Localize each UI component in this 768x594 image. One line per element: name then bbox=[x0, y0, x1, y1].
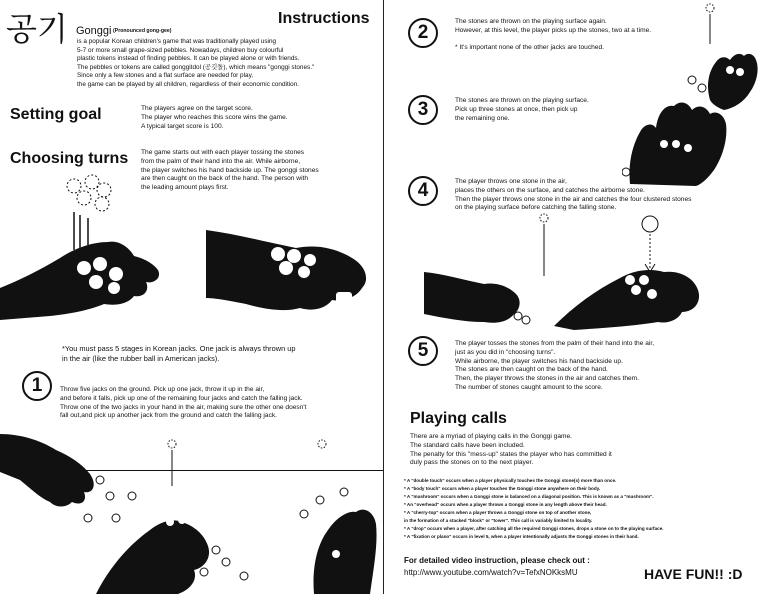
text-line: The stones are then caught on the back of the hand. bbox=[455, 366, 608, 374]
text-line: The number of stones caught amount to the score. bbox=[455, 383, 603, 391]
text-line: fall out,and pick up another jack from the ground and catch the falling jack. bbox=[60, 412, 277, 420]
page-title: Instructions bbox=[278, 10, 370, 27]
step-5-text bbox=[455, 340, 654, 393]
step-number-2: 2 bbox=[408, 18, 438, 48]
text-line: The penalty for this "mess-up" states the player who has committed it bbox=[410, 450, 612, 458]
hand-silhouette-icon bbox=[0, 434, 94, 507]
text-line: the leading amount plays first. bbox=[141, 184, 229, 192]
text-line: Pick up three stones at once, then pick up bbox=[455, 105, 578, 113]
call-item: * An "overhead" occurs when a player throws a Gonggi stone in any length above their head. bbox=[404, 502, 607, 507]
text-line: The player who reaches this score wins the game. bbox=[141, 113, 288, 121]
playing-calls-heading: Playing calls bbox=[410, 410, 507, 427]
have-fun-text: HAVE FUN!! :D bbox=[644, 566, 743, 582]
text-line: Throw one of the two jacks in your hand in the air, making sure the other one doesn't bbox=[60, 403, 307, 411]
text-line: The stones are thrown on the playing surface again. bbox=[455, 18, 607, 25]
playing-calls-text bbox=[410, 433, 612, 468]
text-line: The game starts out with each player tossing the stones bbox=[141, 149, 305, 156]
hand-silhouette-icon bbox=[96, 520, 209, 594]
step-1-text bbox=[60, 386, 306, 421]
pronunciation: (Pronounced gong-gee) bbox=[113, 28, 172, 34]
rules-note bbox=[62, 344, 295, 363]
text-line: on the playing surface before catching the falling stone. bbox=[455, 204, 617, 212]
text-line: from the palm of their hand into the air. While airborne, bbox=[141, 157, 301, 165]
stone-dashed-group bbox=[67, 175, 111, 211]
text-line: are then caught on the back of the hand. The person with bbox=[141, 175, 309, 183]
call-item: * A "double touch" occurs when a player physically touches the Gonggi stone(s) more than once. bbox=[404, 478, 617, 483]
video-label: For detailed video instruction, please check out : bbox=[404, 556, 590, 565]
text-line: places the others on the surface, and catches the airborne stone. bbox=[455, 186, 645, 194]
setting-goal-heading: Setting goal bbox=[10, 106, 102, 123]
hand-silhouette-icon bbox=[0, 242, 159, 320]
call-item: * A "body touch" occurs when a player touches the Gonggi stone anywhere on their body. bbox=[404, 486, 601, 491]
call-item: * A "drop" occurs when a player, after catching all the required Gonggi stones, drops a stone on to the playing surface. bbox=[404, 526, 664, 531]
step-1-illustration bbox=[0, 434, 383, 594]
call-item: * A "fixation or plano" occurs in level 5, when a player intentionally adjusts the Gonggi stones in their hand. bbox=[404, 534, 639, 539]
intro-text bbox=[77, 38, 377, 90]
hand-silhouette-icon bbox=[424, 272, 520, 323]
step-4-text bbox=[455, 178, 691, 213]
intro-line: the game can be played by all children, regardless of their economic condition. bbox=[77, 80, 300, 88]
text-line: The stones are thrown on the playing surface. bbox=[455, 97, 589, 104]
text-line: However, at this level, the player picks up the stones, two at a time. bbox=[455, 26, 652, 34]
toss-hand-illustration bbox=[0, 170, 170, 320]
intro-line: Since only a few stones and a flat surface are needed for play, bbox=[77, 72, 254, 80]
text-line: * It's important none of the other jacks are touched. bbox=[455, 43, 604, 51]
text-line bbox=[455, 36, 651, 44]
step-number-5: 5 bbox=[408, 336, 438, 366]
text-line: There are a myriad of playing calls in the Gonggi game. bbox=[410, 433, 572, 440]
text-line: While airborne, the player switches his hand backside up. bbox=[455, 357, 623, 365]
text-line: in the air (like the rubber ball in American jacks). bbox=[62, 353, 220, 363]
step-number-1: 1 bbox=[22, 371, 52, 401]
korean-title: 공기 bbox=[6, 10, 68, 48]
text-line: The player throws one stone in the air, bbox=[455, 178, 567, 185]
text-line: and before it falls, pick up one of the remaining four jacks and catch the falling jack. bbox=[60, 394, 303, 402]
hand-silhouette-icon bbox=[314, 510, 377, 594]
text-line: The player tosses the stones from the palm of their hand into the air, bbox=[455, 340, 655, 347]
intro-line: 5-7 or more small grape-sized pebbles. Nowadays, children buy colourful bbox=[77, 46, 284, 54]
intro-line: The pebbles or tokens are called gonggitdol (공깃돌), which means "gonggi stones." bbox=[77, 63, 315, 71]
text-line: The players agree on the target score. bbox=[141, 105, 253, 112]
step-3-text bbox=[455, 97, 589, 123]
text-line: Then the player throws one stone in the air and catches the four clustered stones bbox=[455, 195, 692, 203]
text-line: The standard calls have been included. bbox=[410, 441, 525, 449]
choosing-turns-heading: Choosing turns bbox=[10, 150, 129, 167]
intro-line: plastic tokens instead of finding pebbles. It can be played alone or with friends. bbox=[77, 55, 300, 63]
calls-list bbox=[404, 477, 766, 541]
text-line: just as you did in "choosing turns". bbox=[455, 348, 556, 356]
step-number-4: 4 bbox=[408, 176, 438, 206]
step-4-illustration bbox=[424, 210, 754, 330]
back-of-hand-illustration bbox=[206, 228, 376, 318]
text-line: Throw five jacks on the ground. Pick up one jack, throw it up in the air, bbox=[60, 386, 265, 393]
call-item: * A "mushroom" occurs when a Gonggi stone is balanced on a diagonal position. This is known as a "mushroom". bbox=[404, 494, 654, 499]
text-line: duly pass the stones on to the next player. bbox=[410, 459, 534, 467]
text-line: Then, the player throws the stones in the air and catches them. bbox=[455, 375, 639, 383]
setting-goal-text bbox=[141, 105, 288, 131]
video-link[interactable]: http://www.youtube.com/watch?v=TefxNOKksMU bbox=[404, 568, 578, 577]
step-2-text bbox=[455, 18, 651, 52]
step-number-3: 3 bbox=[408, 95, 438, 125]
text-line: *You must pass 5 stages in Korean jacks. One jack is always thrown up bbox=[62, 344, 296, 353]
step-3-illustration bbox=[622, 96, 732, 186]
call-item: * A "cherry-top" occurs when a player throws a Gonggi stone on top of another stone, bbox=[404, 510, 592, 515]
text-line: A typical target score is 100. bbox=[141, 122, 224, 130]
call-item: in the formation of a stacked "block" or "tower". This call is variably limited to locality. bbox=[404, 518, 593, 523]
text-line: the remaining one. bbox=[455, 114, 510, 122]
gonggi-word: Gonggi bbox=[76, 25, 112, 37]
text-line: the player switches his hand backside up. The gonggi stones bbox=[141, 166, 319, 174]
right-panel bbox=[384, 0, 768, 594]
intro-line: is a popular Korean children's game that was traditionally played using bbox=[77, 38, 277, 45]
